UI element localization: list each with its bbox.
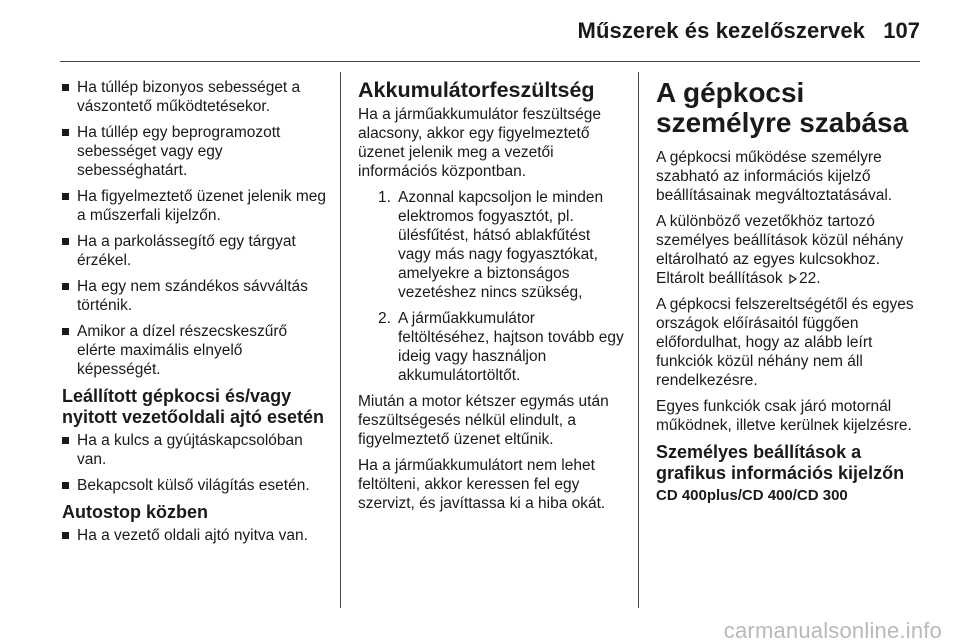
column-middle xyxy=(358,78,626,520)
autostop-conditions-list xyxy=(62,526,330,545)
square-bullet-icon xyxy=(62,193,69,200)
section-heading-personal-settings: Személyes beállítások a grafikus információs kijelzőn xyxy=(656,442,905,483)
warning-conditions-list xyxy=(62,78,330,379)
chapter-title: Műszerek és kezelőszervek xyxy=(577,18,865,43)
section-heading-parked: Leállított gépkocsi és/vagy nyitott vezetőoldali ajtó esetén xyxy=(62,386,325,427)
list-item: Ha túllép egy beprogramozott sebességet vagy egy sebességhatárt. xyxy=(62,123,330,180)
list-item: Amikor a dízel részecskeszűrő elérte maximális elnyelő képességét. xyxy=(62,322,330,379)
watermark: carmanualsonline.info xyxy=(723,618,942,642)
header-divider xyxy=(60,61,920,62)
column-right xyxy=(656,78,924,505)
section-heading-autostop: Autostop közben xyxy=(62,502,208,522)
square-bullet-icon xyxy=(62,129,69,136)
paragraph: Egyes funkciók csak járó motornál működnek, illetve kerülnek kijelzésre. xyxy=(656,398,912,434)
list-item: 2. A járműakkumulátor feltöltéséhez, hajtson tovább egy ideig vagy használjon akkumulátortöltőt. xyxy=(378,310,624,384)
parked-conditions-list xyxy=(62,431,330,495)
battery-steps-list xyxy=(378,188,626,385)
column-divider-left xyxy=(340,72,341,608)
paragraph: Ha a járműakkumulátort nem lehet feltölteni, akkor keressen fel egy szervizt, és javíttassa ki a hiba okát. xyxy=(358,457,606,512)
paragraph: Ha a járműakkumulátor feszültsége alacsony, akkor egy figyelmeztető üzenet jelenik meg a vezetői információs központban. xyxy=(358,106,601,180)
paragraph: Miután a motor kétszer egymás után feszültségesés nélkül elindult, a figyelmeztető üzenet eltűnik. xyxy=(358,393,609,448)
square-bullet-icon xyxy=(62,437,69,444)
list-item: 1. Azonnal kapcsoljon le minden elektromos fogyasztót, pl. ülésfűtést, hátsó ablakfűtést vagy más nagy fogyasztókat, amelyekre a biztonságos vezetéshez nincs szükség, xyxy=(378,189,604,301)
column-divider-right xyxy=(638,72,639,608)
square-bullet-icon xyxy=(62,532,69,539)
page-number: 107 xyxy=(883,18,920,43)
paragraph: A gépkocsi működése személyre szabható az információs kijelző beállításainak megváltoztatásával. xyxy=(656,149,893,204)
paragraph: A gépkocsi felszereltségétől és egyes országok előírásaitól függően előfordulhat, hogy az alább leírt funkciók közül néhány nem áll rendelkezésre. xyxy=(656,296,914,389)
list-item: Ha a parkolássegítő egy tárgyat érzékel. xyxy=(62,232,330,270)
page-reference-arrow-icon xyxy=(788,274,798,284)
list-item: Ha túllép bizonyos sebességet a vászontető működtetésekor. xyxy=(62,78,330,116)
column-left xyxy=(62,78,330,552)
square-bullet-icon xyxy=(62,84,69,91)
section-heading-personalization: A gépkocsi személyre szabása xyxy=(656,77,909,138)
list-item: Ha egy nem szándékos sávváltás történik. xyxy=(62,277,330,315)
square-bullet-icon xyxy=(62,482,69,489)
page-header xyxy=(0,0,960,60)
model-variant-label: CD 400plus/CD 400/CD 300 xyxy=(656,487,848,504)
paragraph: A különböző vezetőkhöz tartozó személyes beállítások közül néhány eltárolható az egyes kulcsokhoz. Eltárolt beállítások 22. xyxy=(656,213,904,287)
square-bullet-icon xyxy=(62,328,69,335)
list-item: Ha a kulcs a gyújtáskapcsolóban van. xyxy=(62,431,330,469)
list-item: Ha figyelmeztető üzenet jelenik meg a műszerfali kijelzőn. xyxy=(62,187,330,225)
square-bullet-icon xyxy=(62,283,69,290)
list-item: Ha a vezető oldali ajtó nyitva van. xyxy=(62,526,330,545)
list-item: Bekapcsolt külső világítás esetén. xyxy=(62,476,330,495)
section-heading-battery: Akkumulátorfeszültség xyxy=(358,78,595,102)
square-bullet-icon xyxy=(62,238,69,245)
